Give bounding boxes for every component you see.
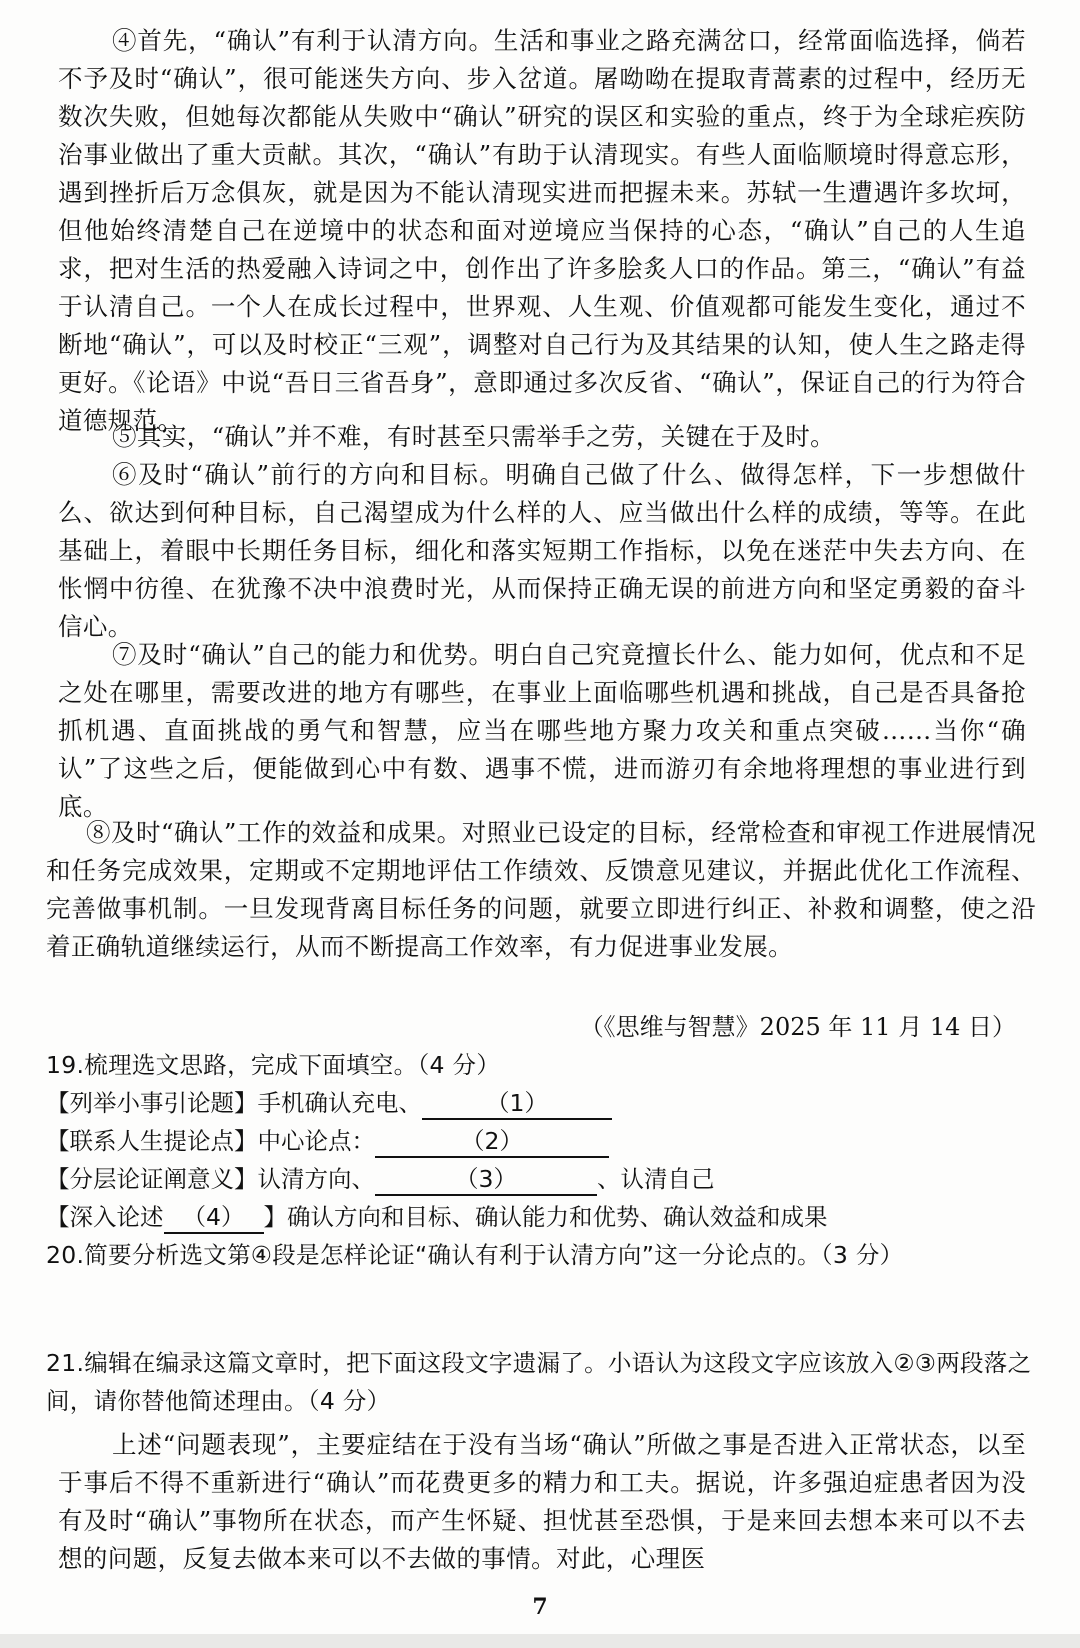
page-number: 7	[532, 1594, 548, 1620]
question-19-row-1	[46, 1084, 612, 1122]
paragraph-8: ⑧及时“确认”工作的效益和成果。对照业已设定的目标，经常检查和审视工作进展情况和任务完成效果，定期或不定期地评估工作绩效、反馈意见建议，并据此优化工作流程、完善做事机制。一旦发现背离目标任务的问题，就要立即进行纠正、补救和调整，使之沿着正确轨道继续运行，从而不断提高工作效率，有力促进事业发展。	[46, 818, 1036, 961]
row-3-tail: 、认清自己	[597, 1165, 715, 1193]
question-19-row-3	[46, 1160, 715, 1198]
question-19-row-4	[46, 1198, 828, 1236]
row-4-tail: 】确认方向和目标、确认能力和优势、确认效益和成果	[263, 1203, 828, 1231]
article-source: （《思维与智慧》2025 年 11 月 14 日）	[579, 1013, 1016, 1041]
blank-4[interactable]: （4）	[164, 1202, 264, 1234]
question-21-passage: 上述“问题表现”，主要症结在于没有当场“确认”所做之事是否进入正常状态，以至于事后不得不重新进行“确认”而花费更多的精力和工夫。据说，许多强迫症患者因为没有及时“确认”事物所在状态，而产生怀疑、担忧甚至恐惧，于是来回去想本来可以不去想的问题，反复去做本来可以不去做的事情。对此，心理医	[58, 1430, 1026, 1573]
row-1-label: 【列举小事引论题】手机确认充电、	[46, 1089, 422, 1117]
blank-1[interactable]: （1）	[422, 1088, 612, 1120]
paragraph-6: ⑥及时“确认”前行的方向和目标。明确自己做了什么、做得怎样，下一步想做什么、欲达到何种目标，自己渴望成为什么样的人、应当做出什么样的成绩，等等。在此基础上，着眼中长期任务目标，细化和落实短期工作指标，以免在迷茫中失去方向、在怅惘中彷徨、在犹豫不决中浪费时光，从而保持正确无误的前进方向和坚定勇毅的奋斗信心。	[58, 460, 1026, 641]
question-19-row-2	[46, 1122, 609, 1160]
paragraph-5: ⑤其实，“确认”并不难，有时甚至只需举手之劳，关键在于及时。	[112, 422, 836, 451]
question-19-stem: 19.梳理选文思路，完成下面填空。（4 分）	[46, 1051, 501, 1079]
question-20-stem: 20.简要分析选文第④段是怎样论证“确认有利于认清方向”这一分论点的。（3 分）	[46, 1241, 904, 1269]
row-2-label: 【联系人生提论点】中心论点：	[46, 1127, 375, 1155]
question-21-stem: 21.编辑在编录这篇文章时，把下面这段文字遗漏了。小语认为这段文字应该放入②③两段落之间，请你替他简述理由。（4 分）	[46, 1349, 1032, 1415]
blank-2[interactable]: （2）	[375, 1126, 609, 1158]
row-3-label: 【分层论证阐意义】认清方向、	[46, 1165, 375, 1193]
blank-3[interactable]: （3）	[375, 1164, 597, 1196]
paragraph-4: ④首先，“确认”有利于认清方向。生活和事业之路充满岔口，经常面临选择，倘若不予及时“确认”，很可能迷失方向、步入岔道。屠呦呦在提取青蒿素的过程中，经历无数次失败，但她每次都能从失败中“确认”研究的误区和实验的重点，终于为全球疟疾防治事业做出了重大贡献。其次，“确认”有助于认清现实。有些人面临顺境时得意忘形，遇到挫折后万念俱灰，就是因为不能认清现实进而把握未来。苏轼一生遭遇许多坎坷，但他始终清楚自己在逆境中的状态和面对逆境应当保持的心态，“确认”自己的人生追求，把对生活的热爱融入诗词之中，创作出了许多脍炙人口的作品。第三，“确认”有益于认清自己。一个人在成长过程中，世界观、人生观、价值观都可能发生变化，通过不断地“确认”，可以及时校正“三观”，调整对自己行为及其结果的认知，使人生之路走得更好。《论语》中说“吾日三省吾身”，意即通过多次反省、“确认”，保证自己的行为符合道德规范。	[58, 26, 1026, 435]
row-4-label: 【深入论述	[46, 1203, 164, 1231]
scan-edge-band	[0, 1634, 1080, 1648]
paragraph-7: ⑦及时“确认”自己的能力和优势。明白自己究竟擅长什么、能力如何，优点和不足之处在哪里，需要改进的地方有哪些，在事业上面临哪些机遇和挑战，自己是否具备抢抓机遇、直面挑战的勇气和智慧，应当在哪些地方聚力攻关和重点突破……当你“确认”了这些之后，便能做到心中有数、遇事不慌，进而游刃有余地将理想的事业进行到底。	[58, 640, 1026, 821]
